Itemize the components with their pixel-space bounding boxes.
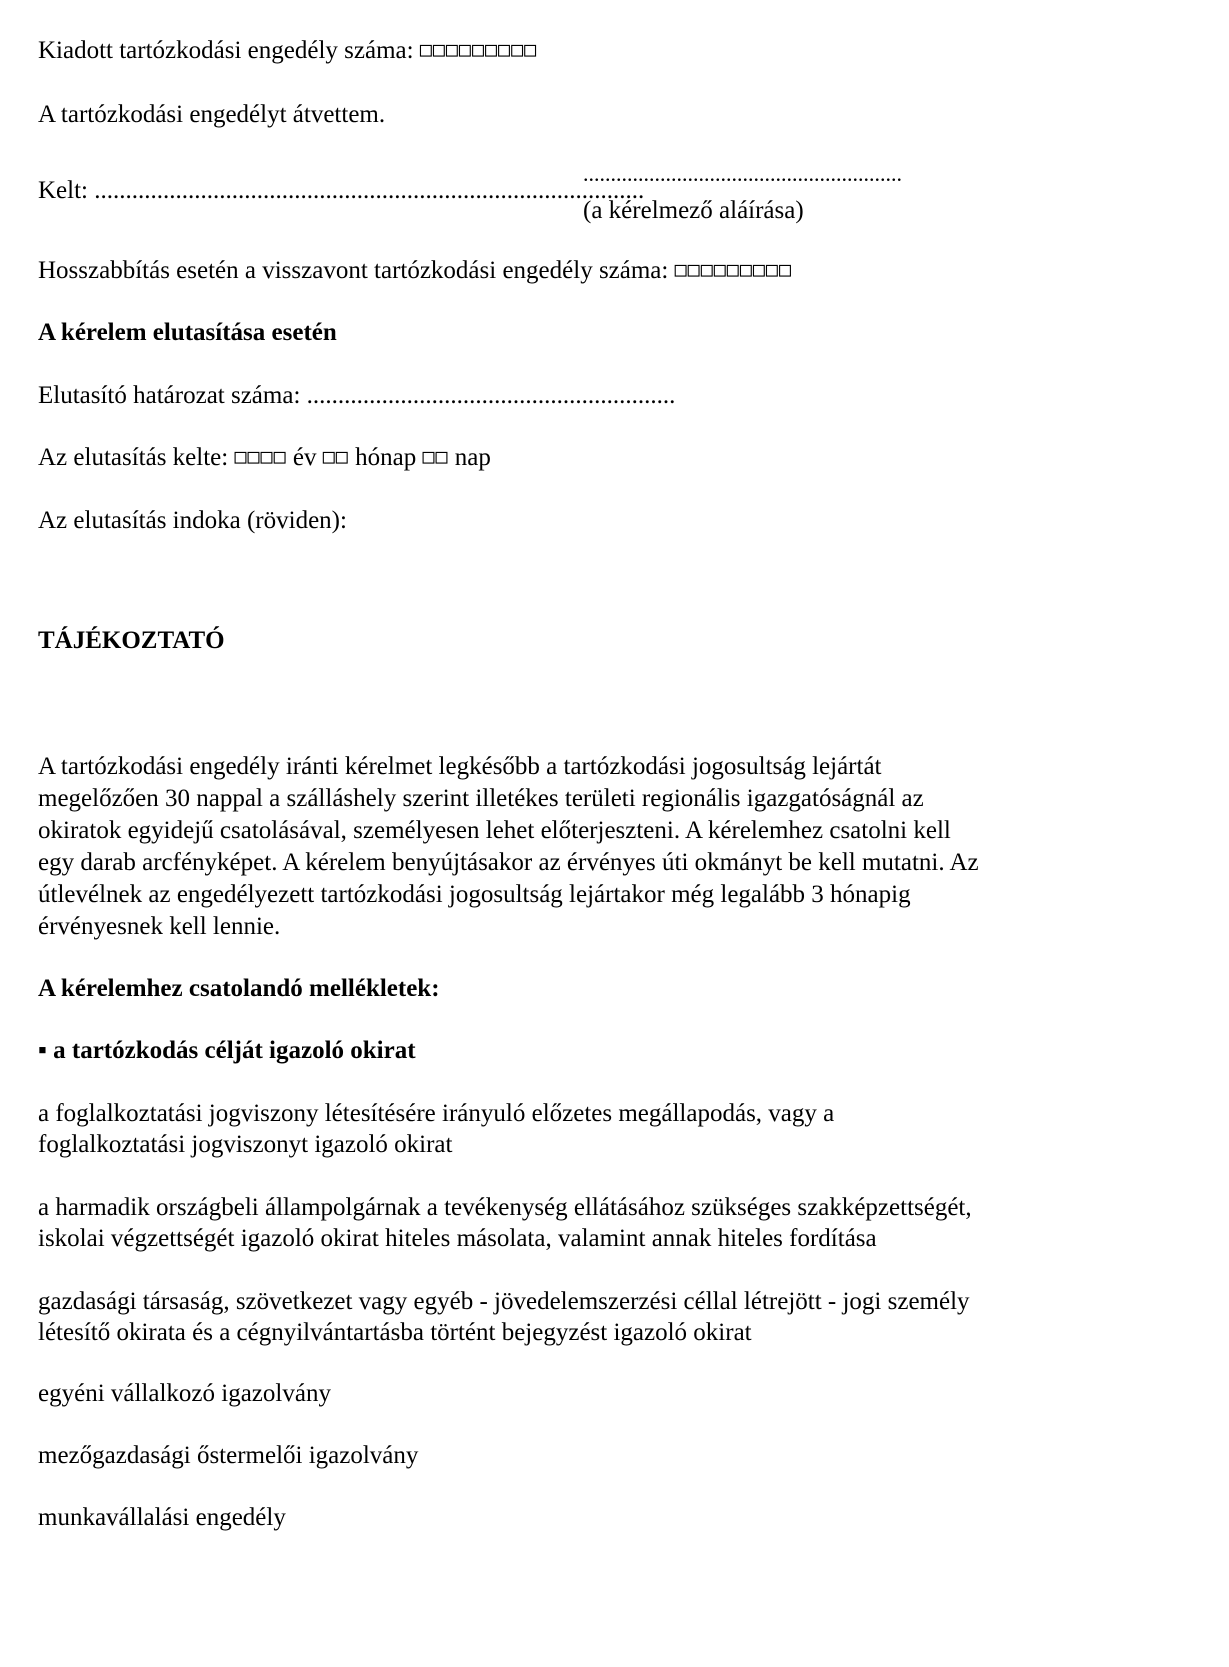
rejection-heading: A kérelem elutasítása esetén xyxy=(38,319,337,346)
attachment-item-line: foglalkoztatási jogviszonyt igazoló okirat xyxy=(38,1131,453,1158)
signature-dotted-line: .......................................................... xyxy=(583,161,902,186)
rejection-day-word: nap xyxy=(454,444,491,471)
date-dotted-line: ........................................................................................ xyxy=(94,177,645,204)
bullet-icon: ▪ xyxy=(38,1037,47,1064)
attachment-item-line: iskolai végzettségét igazoló okirat hiteles másolata, valamint annak hiteles fordítása xyxy=(38,1225,877,1252)
info-paragraph-line: érvényesnek kell lennie. xyxy=(38,913,281,940)
attachment-item-qualification xyxy=(38,1193,1198,1255)
attachment-item-line: a foglalkoztatási jogviszony létesítésére irányuló előzetes megállapodás, vagy a xyxy=(38,1100,835,1127)
attachment-item-entrepreneur: egyéni vállalkozó igazolvány xyxy=(38,1380,331,1407)
rejection-year-word: év xyxy=(292,444,317,471)
info-paragraph-line: megelőzően 30 nappal a szálláshely szerint illetékes területi regionális igazgatóságnál az xyxy=(38,785,924,812)
rejection-day-boxes: □□ xyxy=(422,444,449,468)
signature-caption: (a kérelmező aláírása) xyxy=(583,197,804,224)
attachments-subheading-row xyxy=(38,1036,416,1066)
rejection-month-word: hónap xyxy=(355,444,417,471)
attachment-item-line: létesítő okirata és a cégnyilvántartásba történt bejegyzést igazoló okirat xyxy=(38,1319,752,1346)
attachment-item-company xyxy=(38,1287,1198,1349)
extension-row xyxy=(38,256,792,286)
permit-received-statement: A tartózkodási engedélyt átvettem. xyxy=(38,101,386,128)
rejection-decision-label: Elutasító határozat száma: xyxy=(38,382,301,409)
rejection-decision-row xyxy=(38,381,675,411)
info-paragraph-line: útlevélnek az engedélyezett tartózkodási jogosultság lejártakor még legalább 3 hónapig xyxy=(38,881,911,908)
attachments-heading: A kérelemhez csatolandó mellékletek: xyxy=(38,975,440,1002)
date-row xyxy=(38,176,644,206)
rejection-date-label: Az elutasítás kelte: xyxy=(38,444,229,471)
rejection-reason-label: Az elutasítás indoka (röviden): xyxy=(38,507,347,534)
rejection-year-boxes: □□□□ xyxy=(234,444,287,468)
attachments-subheading: a tartózkodás célját igazoló okirat xyxy=(53,1037,416,1064)
issued-permit-number-boxes: □□□□□□□□□ xyxy=(419,37,538,61)
attachment-item-line: gazdasági társaság, szövetkezet vagy egyéb - jövedelemszerzési céllal létrejött - jogi személy xyxy=(38,1288,970,1315)
issued-permit-row xyxy=(38,36,537,66)
revoked-permit-number-boxes: □□□□□□□□□ xyxy=(674,257,792,281)
info-paragraph-line: egy darab arcfényképet. A kérelem benyújtásakor az érvényes úti okmányt be kell mutatni. Az xyxy=(38,849,979,876)
attachment-item-employment xyxy=(38,1099,1198,1161)
attachment-item-line: a harmadik országbeli állampolgárnak a tevékenység ellátásához szükséges szakképzettségét, xyxy=(38,1194,972,1221)
issued-permit-label: Kiadott tartózkodási engedély száma: xyxy=(38,37,414,64)
date-label: Kelt: xyxy=(38,177,88,204)
extension-label: Hosszabbítás esetén a visszavont tartózkodási engedély száma: xyxy=(38,257,669,284)
attachment-item-work-permit: munkavállalási engedély xyxy=(38,1504,286,1531)
info-paragraph xyxy=(38,752,1198,944)
rejection-month-boxes: □□ xyxy=(322,444,349,468)
rejection-decision-dotted-line: ........................................................... xyxy=(306,382,676,409)
attachment-item-farmer: mezőgazdasági őstermelői igazolvány xyxy=(38,1442,419,1469)
rejection-date-row xyxy=(38,443,491,473)
info-heading: TÁJÉKOZTATÓ xyxy=(38,627,225,654)
info-paragraph-line: okiratok egyidejű csatolásával, személyesen lehet előterjeszteni. A kérelemhez csatolni kell xyxy=(38,817,951,844)
info-paragraph-line: A tartózkodási engedély iránti kérelmet legkésőbb a tartózkodási jogosultság lejártát xyxy=(38,753,882,780)
